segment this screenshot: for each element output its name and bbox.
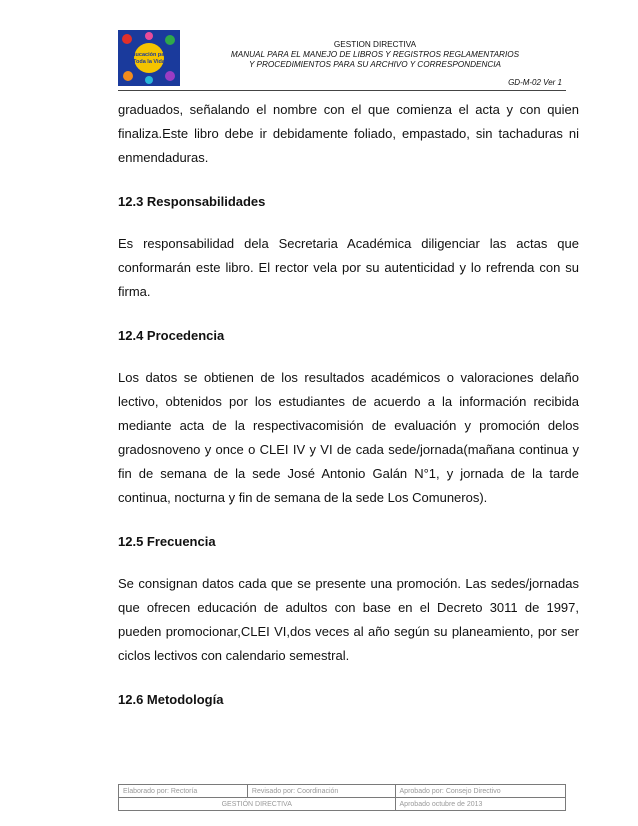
section-text-12-4: Los datos se obtienen de los resultados académicos o valoraciones delaño lectivo, obtenidos por los estudiantes de acuerdo a la información recibida mediante acta de la respectivacomisión de evaluación y promoción delos gradosnoveno y once o CLEI IV y VI de cada sede/jornada(mañana continua y fin de semana de la sede José Antonio Galán N°1, y jornada de la tarde continua, nocturna y fin de semana de la sede Los Comuneros). <box>118 370 579 505</box>
section-heading-12-6: 12.6 Metodología <box>118 692 224 707</box>
logo-figure-cyan <box>145 76 153 84</box>
header-title: GESTION DIRECTIVA <box>333 40 417 49</box>
footer-revisado: Revisado por: Coordinación <box>247 785 395 798</box>
logo-text-2: Toda la Vida <box>133 59 165 65</box>
logo-figure-red <box>122 34 132 44</box>
section-text-12-3: Es responsabilidad dela Secretaria Académica diligenciar las actas que conformarán este libro. El rector vela por su autenticidad y lo refrenda con su firma. <box>118 236 579 299</box>
logo-figure-pink <box>145 32 153 40</box>
header-divider <box>118 90 566 91</box>
logo-text-1: Educación para <box>128 52 170 58</box>
header-subtitle-1: MANUAL PARA EL MANEJO DE LIBROS Y REGISTROS REGLAMENTARIOS <box>230 50 520 59</box>
footer-aprobado: Aprobado por: Consejo Directivo <box>395 785 565 798</box>
section-heading-12-3: 12.3 Responsabilidades <box>118 194 266 209</box>
section-text-12-5: Se consignan datos cada que se presente una promoción. Las sedes/jornadas que ofrecen educación de adultos con base en el Decreto 3011 de 1997, pueden promocionar,CLEI VI,dos veces al año según su planeamiento, por ser ciclos lectivos con calendario semestral. <box>118 576 579 663</box>
logo-figure-green <box>165 35 175 45</box>
page-body <box>118 98 579 712</box>
institution-logo <box>118 30 180 86</box>
logo-figure-purple <box>165 71 175 81</box>
footer-gestion: GESTIÓN DIRECTIVA <box>119 798 396 811</box>
header-subtitle-2: Y PROCEDIMIENTOS PARA SU ARCHIVO Y CORRESPONDENCIA <box>248 60 502 69</box>
intro-paragraph: graduados, señalando el nombre con el que comienza el acta y con quien finaliza.Este libro debe ir debidamente foliado, empastado, sin tachaduras ni enmendaduras. <box>118 102 579 165</box>
footer-fecha: Aprobado octubre de 2013 <box>395 798 565 811</box>
footer-elaborado: Elaborado por: Rectoría <box>119 785 248 798</box>
section-heading-12-5: 12.5 Frecuencia <box>118 534 216 549</box>
logo-globe <box>134 43 164 73</box>
logo-figure-orange <box>123 71 133 81</box>
footer-table <box>118 784 566 811</box>
document-code: GD-M-02 Ver 1 <box>508 78 562 87</box>
section-heading-12-4: 12.4 Procedencia <box>118 328 225 343</box>
